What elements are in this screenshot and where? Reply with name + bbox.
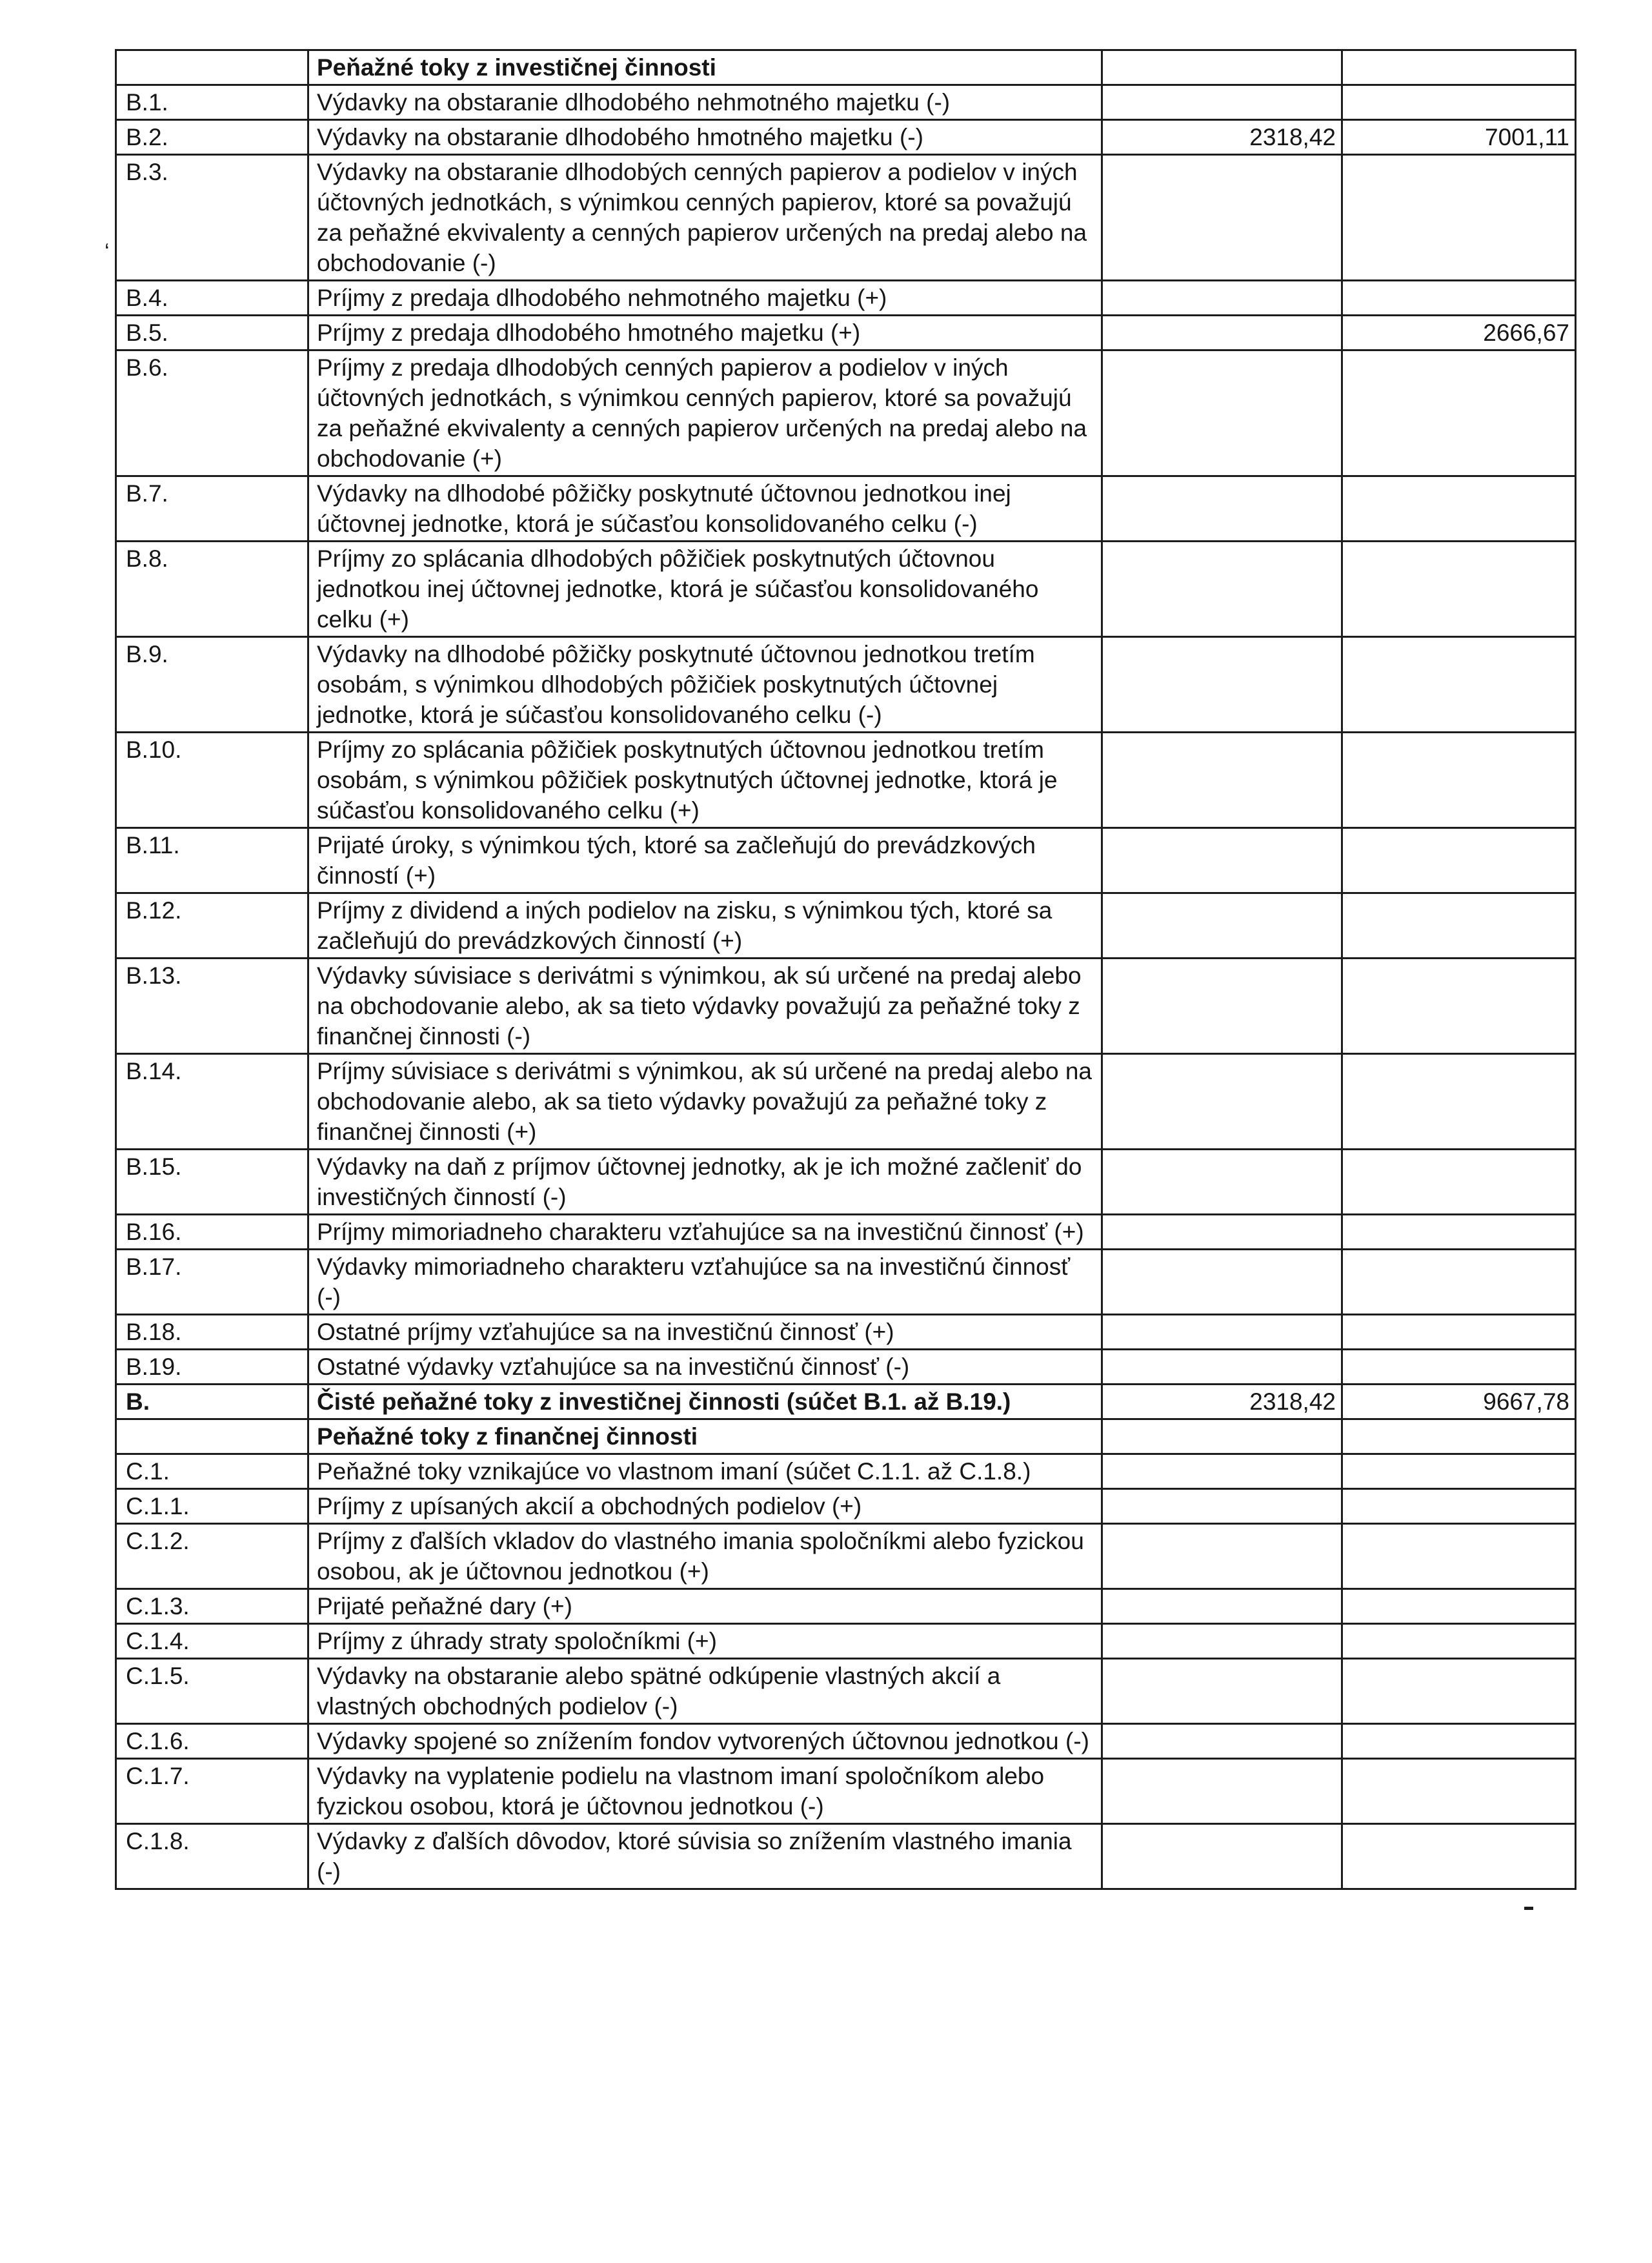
row-code: B.7. [116,476,308,542]
table-row [116,828,1576,893]
row-code: B.15. [116,1150,308,1215]
row-description: Výdavky na obstaranie dlhodobého hmotného majetku (-) [308,120,1102,155]
row-value-1 [1102,1419,1342,1454]
row-value-2 [1342,1624,1576,1659]
row-description: Ostatné výdavky vzťahujúce sa na investičnú činnosť (-) [308,1350,1102,1385]
row-value-1 [1102,50,1342,85]
row-value-1 [1102,1759,1342,1824]
row-code: B.18. [116,1315,308,1350]
row-value-2 [1342,1315,1576,1350]
section-header-row [116,50,1576,85]
row-value-2 [1342,1454,1576,1489]
row-description: Príjmy z úhrady straty spoločníkmi (+) [308,1624,1102,1659]
row-code [116,1419,308,1454]
table-row [116,1659,1576,1724]
row-value-2 [1342,1589,1576,1624]
row-code: B.9. [116,637,308,733]
row-value-1 [1102,1315,1342,1350]
row-value-2 [1342,1824,1576,1889]
row-value-2 [1342,1054,1576,1150]
row-code: B.14. [116,1054,308,1150]
row-value-2 [1342,155,1576,281]
row-code: B.1. [116,85,308,120]
row-description: Výdavky súvisiace s derivátmi s výnimkou, ak sú určené na predaj alebo na obchodovanie alebo, ak sa tieto výdavky považujú za peňažné toky z finančnej činnosti (-) [308,959,1102,1054]
row-code: B.6. [116,350,308,476]
row-value-1 [1102,637,1342,733]
table-row [116,1150,1576,1215]
row-value-1 [1102,1054,1342,1150]
row-value-2: 9667,78 [1342,1385,1576,1419]
row-value-1 [1102,893,1342,959]
row-value-1 [1102,1659,1342,1724]
row-value-1 [1102,828,1342,893]
table-row [116,1824,1576,1889]
row-code: C.1. [116,1454,308,1489]
row-value-1 [1102,1524,1342,1589]
table-row [116,281,1576,316]
row-value-2 [1342,1659,1576,1724]
row-code: B.8. [116,542,308,637]
row-description: Príjmy z predaja dlhodobých cenných papierov a podielov v iných účtovných jednotkách, s výnimkou cenných papierov, ktoré sa považujú za peňažné ekvivalenty a cenných papierov určených na predaj alebo na obchodovanie (+) [308,350,1102,476]
table-row [116,316,1576,350]
row-value-2 [1342,1724,1576,1759]
row-code: C.1.2. [116,1524,308,1589]
row-description: Ostatné príjmy vzťahujúce sa na investičnú činnosť (+) [308,1315,1102,1350]
row-description: Výdavky spojené so znížením fondov vytvorených účtovnou jednotkou (-) [308,1724,1102,1759]
row-code: B.19. [116,1350,308,1385]
row-description: Príjmy z predaja dlhodobého nehmotného majetku (+) [308,281,1102,316]
row-code: B. [116,1385,308,1419]
table-row [116,1454,1576,1489]
row-value-1 [1102,1624,1342,1659]
row-description: Výdavky na obstaranie alebo spätné odkúpenie vlastných akcií a vlastných obchodných podielov (-) [308,1659,1102,1724]
table-row [116,85,1576,120]
row-value-2 [1342,1150,1576,1215]
row-code: C.1.1. [116,1489,308,1524]
row-code: B.16. [116,1215,308,1250]
row-value-1 [1102,1589,1342,1624]
row-code: B.13. [116,959,308,1054]
row-code [116,50,308,85]
table-row [116,1524,1576,1589]
table-row [116,1724,1576,1759]
row-description: Čisté peňažné toky z investičnej činnosti (súčet B.1. až B.19.) [308,1385,1102,1419]
row-value-2 [1342,542,1576,637]
table-row [116,120,1576,155]
row-value-2 [1342,476,1576,542]
row-value-2 [1342,1350,1576,1385]
row-description: Príjmy z upísaných akcií a obchodných podielov (+) [308,1489,1102,1524]
table-row [116,959,1576,1054]
row-value-2 [1342,733,1576,828]
row-description: Príjmy zo splácania dlhodobých pôžičiek poskytnutých účtovnou jednotkou inej účtovnej jednotke, ktorá je súčasťou konsolidovaného celku (+) [308,542,1102,637]
row-value-2: 2666,67 [1342,316,1576,350]
table-row [116,542,1576,637]
row-value-2 [1342,959,1576,1054]
row-value-1 [1102,733,1342,828]
row-value-1 [1102,1724,1342,1759]
row-value-2 [1342,893,1576,959]
row-value-1 [1102,85,1342,120]
row-description: Výdavky z ďalších dôvodov, ktoré súvisia so znížením vlastného imania (-) [308,1824,1102,1889]
row-code: B.10. [116,733,308,828]
table-row [116,1250,1576,1315]
total-row [116,1385,1576,1419]
row-description: Peňažné toky z investičnej činnosti [308,50,1102,85]
section-header-row [116,1419,1576,1454]
row-code: C.1.7. [116,1759,308,1824]
row-value-1 [1102,155,1342,281]
row-value-1 [1102,1215,1342,1250]
row-code: B.4. [116,281,308,316]
row-value-1 [1102,542,1342,637]
row-description: Výdavky na daň z príjmov účtovnej jednotky, ak je ich možné začleniť do investičných činností (-) [308,1150,1102,1215]
row-value-1 [1102,1250,1342,1315]
row-code: B.12. [116,893,308,959]
row-value-2 [1342,281,1576,316]
table-row [116,1215,1576,1250]
row-description: Prijaté peňažné dary (+) [308,1589,1102,1624]
table-row [116,476,1576,542]
row-value-1 [1102,1150,1342,1215]
row-code: C.1.8. [116,1824,308,1889]
table-row [116,1589,1576,1624]
margin-mark: ʻ [105,240,110,265]
stray-dash-mark [1524,1907,1533,1910]
row-value-2 [1342,1489,1576,1524]
row-code: C.1.4. [116,1624,308,1659]
row-value-2 [1342,1524,1576,1589]
row-value-1 [1102,1824,1342,1889]
row-description: Príjmy z ďalších vkladov do vlastného imania spoločníkmi alebo fyzickou osobou, ak je účtovnou jednotkou (+) [308,1524,1102,1589]
row-description: Výdavky na dlhodobé pôžičky poskytnuté účtovnou jednotkou tretím osobám, s výnimkou dlhodobých pôžičiek poskytnutých účtovnej jednotke, ktorá je súčasťou konsolidovaného celku (-) [308,637,1102,733]
table-row [116,1489,1576,1524]
row-description: Peňažné toky z finančnej činnosti [308,1419,1102,1454]
table-body [116,50,1576,1889]
table-row [116,893,1576,959]
table-row [116,1759,1576,1824]
row-value-1 [1102,1350,1342,1385]
row-value-1: 2318,42 [1102,120,1342,155]
row-value-1: 2318,42 [1102,1385,1342,1419]
row-description: Peňažné toky vznikajúce vo vlastnom imaní (súčet C.1.1. až C.1.8.) [308,1454,1102,1489]
row-description: Výdavky na obstaranie dlhodobých cenných papierov a podielov v iných účtovných jednotkách, s výnimkou cenných papierov, ktoré sa považujú za peňažné ekvivalenty a cenných papierov určených na predaj alebo na obchodovanie (-) [308,155,1102,281]
row-description: Príjmy z predaja dlhodobého hmotného majetku (+) [308,316,1102,350]
row-code: B.2. [116,120,308,155]
row-code: B.5. [116,316,308,350]
row-description: Príjmy z dividend a iných podielov na zisku, s výnimkou tých, ktoré sa začleňujú do prevádzkových činností (+) [308,893,1102,959]
row-description: Príjmy mimoriadneho charakteru vzťahujúce sa na investičnú činnosť (+) [308,1215,1102,1250]
row-description: Príjmy súvisiace s derivátmi s výnimkou, ak sú určené na predaj alebo na obchodovanie alebo, ak sa tieto výdavky považujú za peňažné toky z finančnej činnosti (+) [308,1054,1102,1150]
table-row [116,1054,1576,1150]
row-value-2 [1342,828,1576,893]
row-value-1 [1102,1454,1342,1489]
table-row [116,1624,1576,1659]
cash-flow-table [115,49,1576,1890]
row-value-1 [1102,350,1342,476]
row-code: B.3. [116,155,308,281]
row-code: B.11. [116,828,308,893]
row-value-1 [1102,959,1342,1054]
row-value-1 [1102,281,1342,316]
row-value-2 [1342,350,1576,476]
row-code: C.1.6. [116,1724,308,1759]
row-code: B.17. [116,1250,308,1315]
row-description: Výdavky na dlhodobé pôžičky poskytnuté účtovnou jednotkou inej účtovnej jednotke, ktorá je súčasťou konsolidovaného celku (-) [308,476,1102,542]
row-value-1 [1102,1489,1342,1524]
row-value-2 [1342,1215,1576,1250]
row-value-2 [1342,85,1576,120]
row-code: C.1.3. [116,1589,308,1624]
row-value-2 [1342,1250,1576,1315]
table-row [116,1350,1576,1385]
row-value-2 [1342,50,1576,85]
table-row [116,1315,1576,1350]
row-description: Výdavky na obstaranie dlhodobého nehmotného majetku (-) [308,85,1102,120]
table-row [116,350,1576,476]
row-value-1 [1102,316,1342,350]
row-description: Príjmy zo splácania pôžičiek poskytnutých účtovnou jednotkou tretím osobám, s výnimkou pôžičiek poskytnutých účtovnej jednotke, ktorá je súčasťou konsolidovaného celku (+) [308,733,1102,828]
row-description: Výdavky na vyplatenie podielu na vlastnom imaní spoločníkom alebo fyzickou osobou, ktorá je účtovnou jednotkou (-) [308,1759,1102,1824]
row-value-2 [1342,1419,1576,1454]
row-value-1 [1102,476,1342,542]
row-value-2 [1342,637,1576,733]
row-value-2: 7001,11 [1342,120,1576,155]
table-row [116,637,1576,733]
row-value-2 [1342,1759,1576,1824]
row-description: Výdavky mimoriadneho charakteru vzťahujúce sa na investičnú činnosť (-) [308,1250,1102,1315]
row-description: Prijaté úroky, s výnimkou tých, ktoré sa začleňujú do prevádzkových činností (+) [308,828,1102,893]
table-row [116,733,1576,828]
row-code: C.1.5. [116,1659,308,1724]
table-row [116,155,1576,281]
